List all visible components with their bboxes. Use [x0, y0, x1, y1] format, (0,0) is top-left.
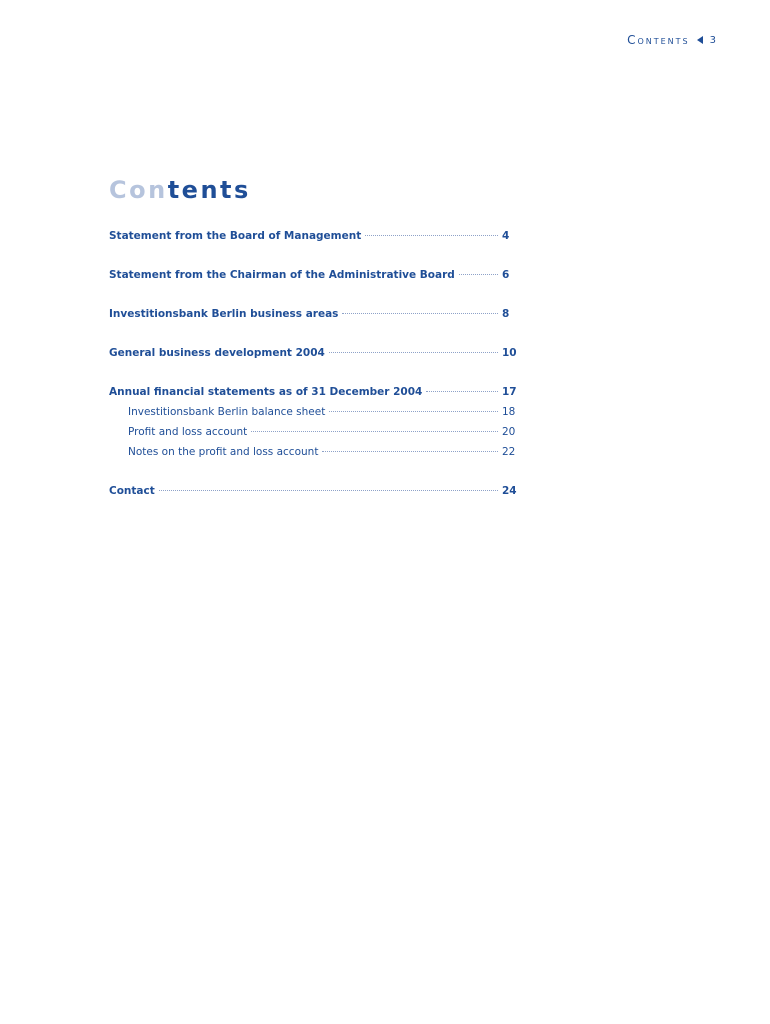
running-header-page-number: 3	[709, 34, 716, 46]
page-title-light-part: Con	[109, 176, 168, 204]
toc-dot-leader	[159, 490, 498, 491]
toc-entry-annual-financial-statements[interactable]	[109, 382, 516, 402]
toc-dot-leader	[251, 431, 498, 432]
toc-entry-business-development[interactable]	[109, 343, 516, 363]
toc-entry-label: Annual financial statements as of 31 December 2004	[109, 386, 423, 398]
toc-entry-label: Statement from the Chairman of the Administrative Board	[109, 269, 455, 281]
toc-entry-label: Notes on the profit and loss account	[128, 446, 319, 458]
toc-dot-leader	[329, 352, 498, 353]
page-title	[109, 174, 251, 206]
table-of-contents	[109, 226, 516, 501]
toc-entry-label: Statement from the Board of Management	[109, 230, 362, 242]
toc-entry-page: 24	[502, 485, 517, 497]
toc-entry-board-of-management[interactable]	[109, 226, 516, 246]
toc-entry-page: 4	[502, 230, 510, 242]
toc-entry-balance-sheet[interactable]	[109, 402, 516, 422]
toc-entry-notes-profit-and-loss[interactable]	[109, 442, 516, 462]
toc-dot-leader	[365, 235, 498, 236]
toc-entry-page: 22	[502, 446, 516, 458]
toc-entry-label: Profit and loss account	[128, 426, 248, 438]
toc-entry-label: Investitionsbank Berlin balance sheet	[128, 406, 326, 418]
running-header-label: Contents	[627, 33, 690, 47]
toc-dot-leader	[426, 391, 498, 392]
toc-entry-page: 20	[502, 426, 516, 438]
toc-entry-page: 17	[502, 386, 517, 398]
page-title-dark-part: tents	[167, 176, 251, 204]
toc-dot-leader	[342, 313, 498, 314]
toc-entry-business-areas[interactable]	[109, 304, 516, 324]
arrow-left-icon	[697, 36, 703, 44]
running-header	[627, 33, 716, 47]
toc-dot-leader	[459, 274, 498, 275]
toc-entry-page: 18	[502, 406, 516, 418]
toc-entry-chairman-statement[interactable]	[109, 265, 516, 285]
toc-dot-leader	[329, 411, 498, 412]
toc-entry-label: Contact	[109, 485, 155, 497]
toc-dot-leader	[322, 451, 498, 452]
toc-entry-page: 8	[502, 308, 510, 320]
toc-entry-contact[interactable]	[109, 481, 516, 501]
toc-entry-label: Investitionsbank Berlin business areas	[109, 308, 339, 320]
toc-entry-label: General business development 2004	[109, 347, 325, 359]
toc-entry-profit-and-loss[interactable]	[109, 422, 516, 442]
toc-entry-page: 6	[502, 269, 510, 281]
toc-entry-page: 10	[502, 347, 517, 359]
